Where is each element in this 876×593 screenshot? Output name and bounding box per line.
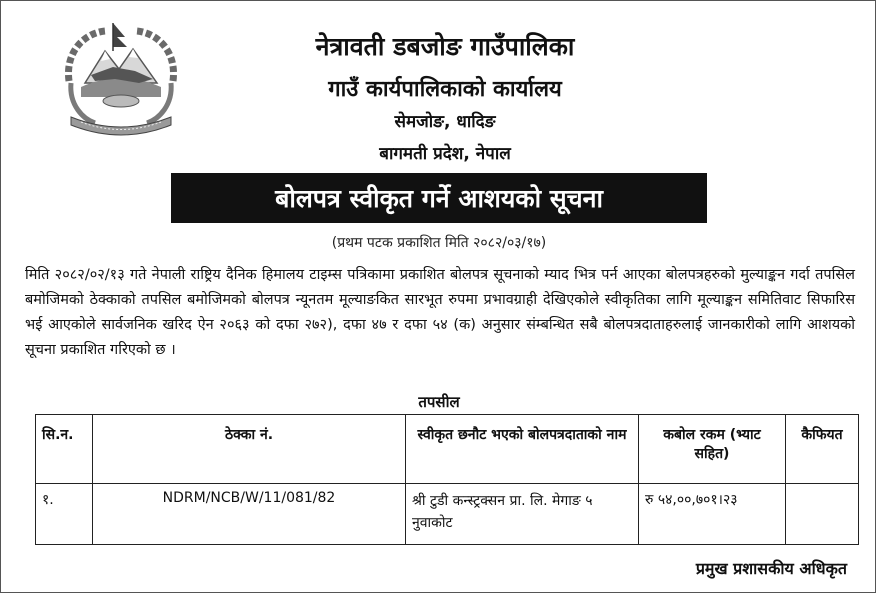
header-bidder: स्वीकृत छनौट भएको बोलपत्रदाताको नाम: [406, 415, 639, 484]
details-heading: तपसील: [418, 393, 460, 411]
table-row: [36, 484, 859, 545]
header-contract-no: ठेक्का नं.: [93, 415, 406, 484]
signatory-title: प्रमुख प्रशासकीय अधिकृत: [695, 559, 847, 578]
cell-amount: रु ५४,००,७०१।२३: [639, 484, 786, 545]
header-sn: सि.न.: [36, 415, 93, 484]
cell-remarks: [786, 484, 859, 545]
province-country: बागमती प्रदेश, नेपाल: [379, 144, 511, 164]
header-amount: कबोल रकम (भ्याट सहित): [639, 415, 786, 484]
bid-table: [35, 414, 859, 545]
table-header-row: [36, 415, 859, 484]
cell-contract-no: NDRM/NCB/W/11/081/82: [93, 484, 406, 545]
publication-date: (प्रथम पटक प्रकाशित मिति २०८२/०३/१७): [331, 235, 547, 251]
office-name: गाउँ कार्यपालिकाको कार्यालय: [328, 77, 562, 102]
cell-bidder: श्री टुडी कन्स्ट्रक्सन प्रा. लि. मेगाङ ५ नुवाकोट: [406, 484, 639, 545]
office-location: सेमजोङ, धादिङ: [394, 112, 496, 132]
notice-title: बोलपत्र स्वीकृत गर्ने आशयको सूचना: [171, 173, 707, 223]
cell-sn: १.: [36, 484, 93, 545]
header-remarks: कैफियत: [786, 415, 859, 484]
municipality-name: नेत्रावती डबजोङ गाउँपालिका: [315, 32, 575, 61]
notice-body: मिति २०८२/०२/१३ गते नेपाली राष्ट्रिय दैनिक हिमालय टाइम्स पत्रिकामा प्रकाशित बोलपत्र सूचनाको म्याद भित्र पर्न आएका बोलपत्रहरुको मुल्याङ्कन गर्दा तपसिल बमोजिमको ठेक्काको तपसिल बमोजिमको बोलपत्र न्यूनतम मूल्याङकित सारभूत रुपमा प्रभावग्राही देखिएकोले स्वीकृतिका लागि मूल्याङ्कन समितिवाट सिफारिस भई आएकोले सार्वजनिक खरिद ऐन २०६३ को दफा २७२), दफा ४७ र दफा ५४ (क) अनुसार संम्बन्धित सबै बोलपत्रदाताहरुलाई जानकारीको लागि आशयको सूचना प्रकाशित गरिएको छ ।: [25, 267, 855, 358]
